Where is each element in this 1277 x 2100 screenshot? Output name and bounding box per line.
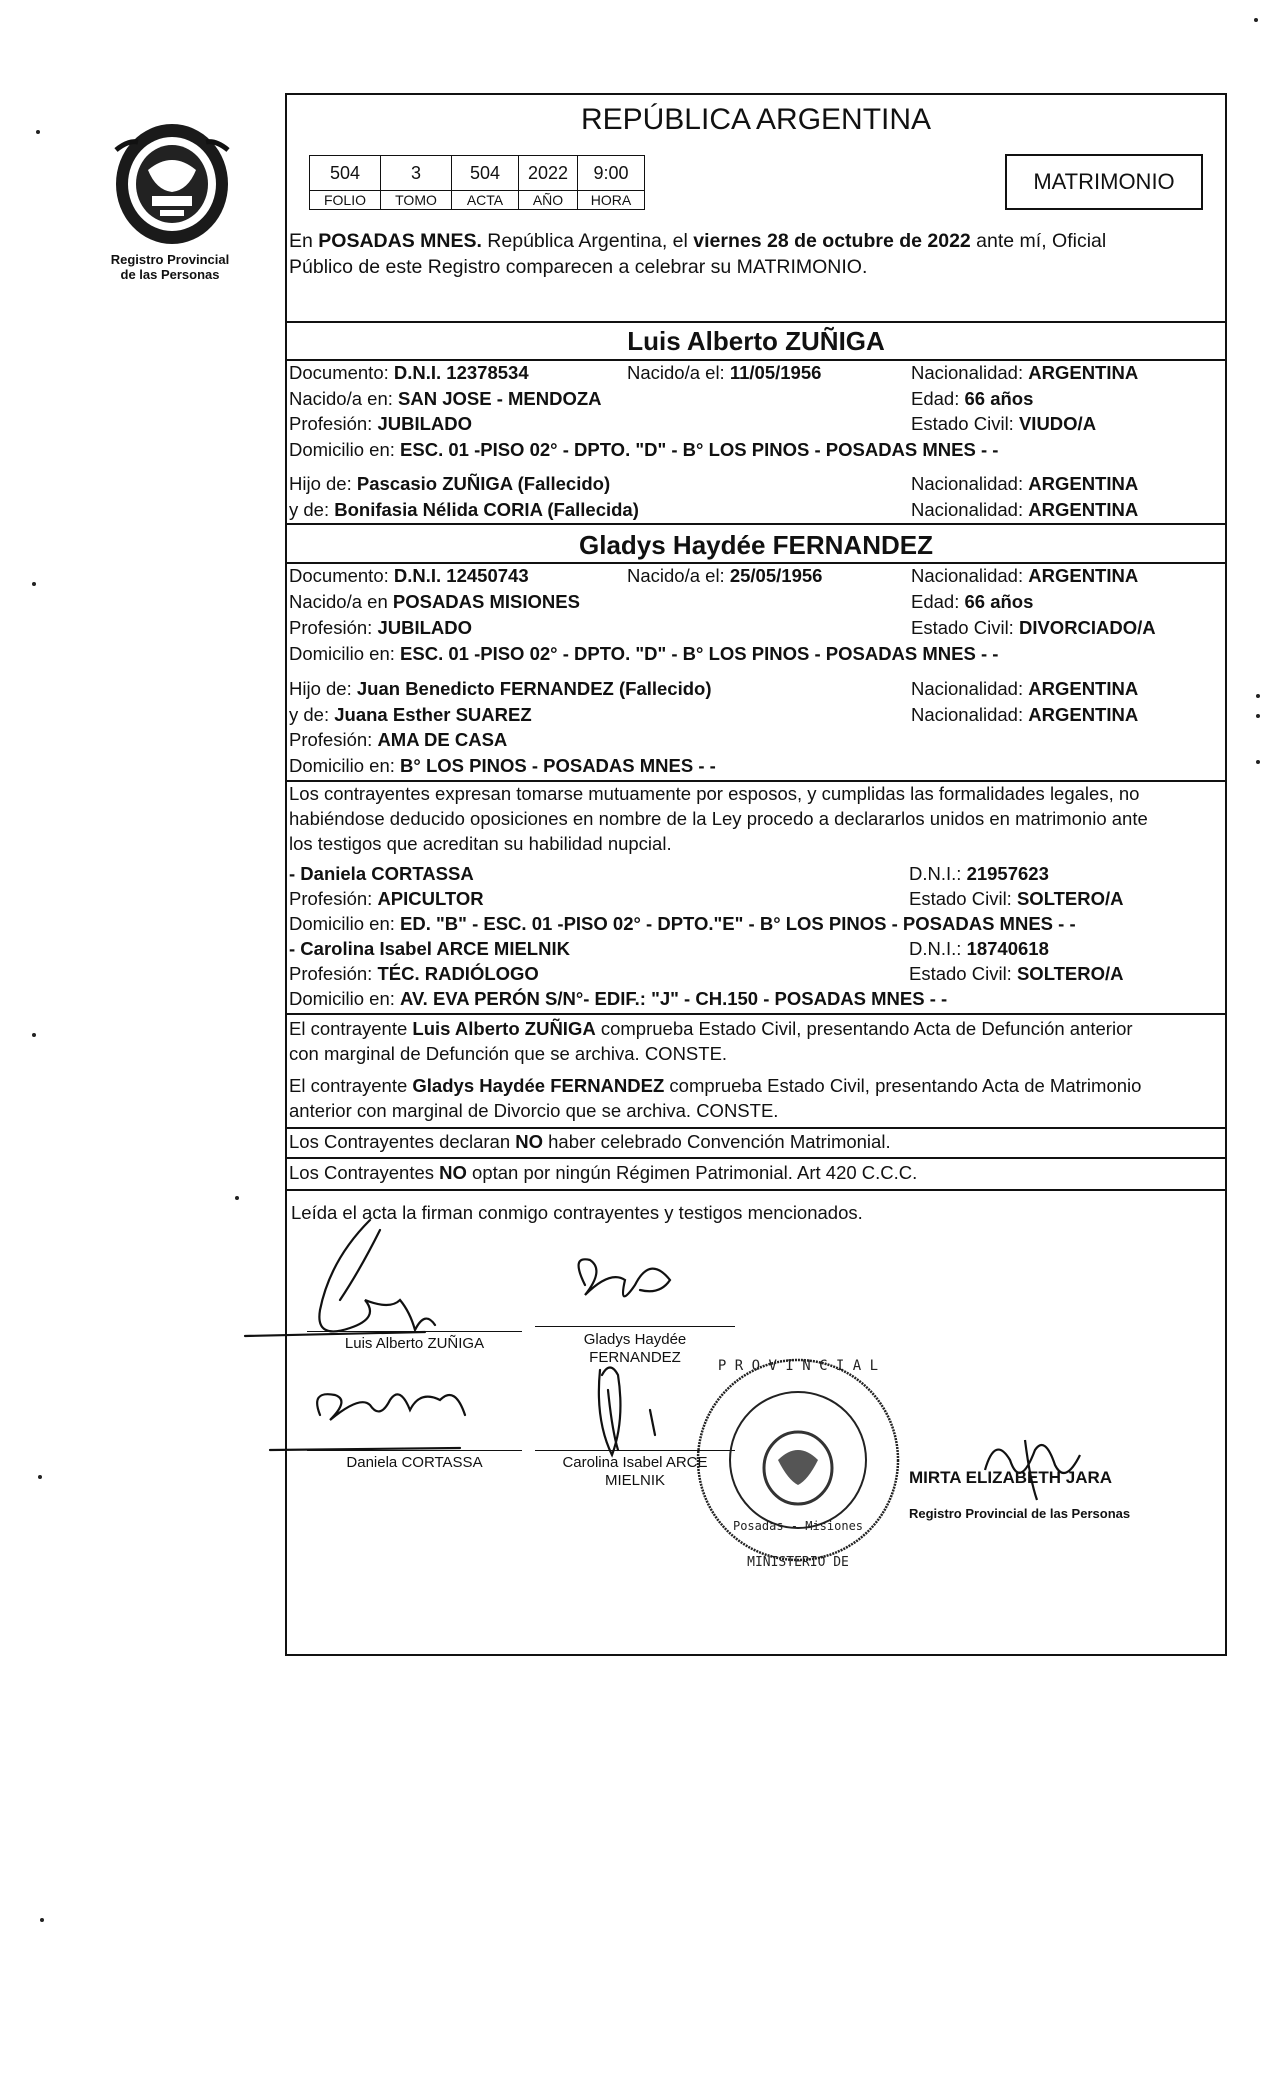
intro-line1: En POSADAS MNES. República Argentina, el viernes 28 de octubre de 2022 ante mí, Oficial	[289, 230, 1107, 252]
logo-caption	[95, 252, 245, 282]
groom-status-note-line1: El contrayente Luis Alberto ZUÑIGA comprueba Estado Civil, presentando Acta de Defunción anterior	[289, 1018, 1133, 1039]
provincial-seal-icon	[108, 120, 236, 250]
witness2-dni: D.N.I.: 18740618	[909, 938, 1049, 959]
bride-age: Edad: 66 años	[911, 591, 1034, 612]
witness1-dni: D.N.I.: 21957623	[909, 863, 1049, 884]
divider	[287, 1157, 1225, 1159]
scan-speck	[1256, 760, 1260, 764]
year-label: AÑO	[519, 191, 578, 210]
groom-birthdate: Nacido/a el: 11/05/1956	[627, 362, 822, 383]
logo-caption-line1: Registro Provincial	[110, 252, 230, 267]
bride-signature-label: Gladys Haydée FERNANDEZ	[583, 1331, 687, 1366]
scan-speck	[38, 1475, 42, 1479]
divider	[287, 321, 1225, 323]
closing-statement: Leída el acta la firman conmigo contrayentes y testigos mencionados.	[291, 1202, 863, 1223]
declaration-line3: los testigos que acreditan su habilidad nupcial.	[289, 833, 672, 854]
folio-label: FOLIO	[310, 191, 381, 210]
logo-caption-line2: de las Personas	[120, 267, 220, 282]
officer-title: Registro Provincial de las Personas	[909, 1506, 1131, 1521]
divider	[287, 562, 1225, 564]
divider	[287, 1127, 1225, 1129]
groom-birthplace: Nacido/a en: SAN JOSE - MENDOZA	[289, 388, 602, 409]
declaration-line2: habiéndose deducido oposiciones en nombre de la Ley procedo a declararlos unidos en matrimonio ante	[289, 808, 1148, 829]
divider	[287, 1013, 1225, 1015]
year-value: 2022	[519, 156, 578, 191]
witness1-signature-label: Daniela CORTASSA	[346, 1454, 483, 1471]
acta-label: ACTA	[452, 191, 519, 210]
intro-line2: Público de este Registro comparecen a celebrar su MATRIMONIO.	[289, 256, 868, 278]
groom-status-note-line2: con marginal de Defunción que se archiva. CONSTE.	[289, 1043, 728, 1064]
bride-nationality: Nacionalidad: ARGENTINA	[911, 565, 1139, 586]
hour-value: 9:00	[578, 156, 645, 191]
witness2-address: Domicilio en: AV. EVA PERÓN S/N°- EDIF.: "J" - CH.150 - POSADAS MNES - -	[289, 988, 948, 1009]
witness1-profession: Profesión: APICULTOR	[289, 888, 484, 909]
witness2-profession: Profesión: TÉC. RADIÓLOGO	[289, 963, 539, 984]
bride-father-nationality: Nacionalidad: ARGENTINA	[911, 678, 1139, 699]
bride-status-note-line1: El contrayente Gladys Haydée FERNANDEZ comprueba Estado Civil, presentando Acta de Matrimonio	[289, 1075, 1142, 1096]
bride-mother-address: Domicilio en: B° LOS PINOS - POSADAS MNES - -	[289, 755, 716, 776]
witness2-civil-status: Estado Civil: SOLTERO/A	[909, 963, 1124, 984]
acta-value: 504	[452, 156, 519, 191]
groom-mother-nationality: Nacionalidad: ARGENTINA	[911, 499, 1139, 520]
svg-text:MINISTERIO DE: MINISTERIO DE	[747, 1555, 849, 1570]
groom-age: Edad: 66 años	[911, 388, 1034, 409]
groom-father-nationality: Nacionalidad: ARGENTINA	[911, 473, 1139, 494]
witness1-address: Domicilio en: ED. "B" - ESC. 01 -PISO 02° - DPTO."E" - B° LOS PINOS - POSADAS MNES - -	[289, 913, 1076, 934]
hour-label: HORA	[578, 191, 645, 210]
act-type-box: MATRIMONIO	[1005, 154, 1203, 210]
divider	[287, 523, 1225, 525]
witness1-civil-status: Estado Civil: SOLTERO/A	[909, 888, 1124, 909]
groom-father: Hijo de: Pascasio ZUÑIGA (Fallecido)	[289, 473, 611, 494]
registry-table	[309, 155, 645, 210]
witness2-name: - Carolina Isabel ARCE MIELNIK	[289, 938, 570, 959]
bride-status-note-line2: anterior con marginal de Divorcio que se archiva. CONSTE.	[289, 1100, 779, 1121]
tomo-value: 3	[381, 156, 452, 191]
divider	[287, 780, 1225, 782]
groom-profession: Profesión: JUBILADO	[289, 413, 472, 434]
bride-name: Gladys Haydée FERNANDEZ	[579, 530, 933, 560]
convention-line2: Los Contrayentes NO optan por ningún Régimen Patrimonial. Art 420 C.C.C.	[289, 1162, 918, 1183]
bride-document: Documento: D.N.I. 12450743	[289, 565, 529, 586]
witness2-signature-label: Carolina Isabel ARCE MIELNIK	[562, 1454, 708, 1489]
officer-signature-icon	[965, 1430, 1135, 1510]
document-title: REPÚBLICA ARGENTINA	[580, 103, 932, 136]
bride-mother-nationality: Nacionalidad: ARGENTINA	[911, 704, 1139, 725]
folio-value: 504	[310, 156, 381, 191]
scan-speck	[36, 130, 40, 134]
scan-speck	[32, 582, 36, 586]
groom-address: Domicilio en: ESC. 01 -PISO 02° - DPTO. "D" - B° LOS PINOS - POSADAS MNES - -	[289, 439, 999, 460]
groom-signature-label: Luis Alberto ZUÑIGA	[344, 1335, 485, 1352]
convention-line1: Los Contrayentes declaran NO haber celebrado Convención Matrimonial.	[289, 1131, 891, 1152]
bride-address: Domicilio en: ESC. 01 -PISO 02° - DPTO. "D" - B° LOS PINOS - POSADAS MNES - -	[289, 643, 999, 664]
bride-civil-status: Estado Civil: DIVORCIADO/A	[911, 617, 1156, 638]
bride-mother-profession: Profesión: AMA DE CASA	[289, 729, 508, 750]
scan-speck	[235, 1196, 239, 1200]
groom-nationality: Nacionalidad: ARGENTINA	[911, 362, 1139, 383]
bride-mother: y de: Juana Esther SUAREZ	[289, 704, 532, 725]
bride-profession: Profesión: JUBILADO	[289, 617, 472, 638]
scan-speck	[32, 1033, 36, 1037]
svg-text:P R O V I N C I A L: P R O V I N C I A L	[717, 1358, 879, 1374]
bride-father: Hijo de: Juan Benedicto FERNANDEZ (Fallecido)	[289, 678, 712, 699]
witness1-name: - Daniela CORTASSA	[289, 863, 474, 884]
svg-text:Posadas - Misiones: Posadas - Misiones	[732, 1519, 864, 1533]
tomo-label: TOMO	[381, 191, 452, 210]
groom-name: Luis Alberto ZUÑIGA	[627, 326, 885, 356]
officer-name: MIRTA ELIZABETH JARA	[909, 1468, 1113, 1487]
scan-speck	[1254, 18, 1258, 22]
scan-speck	[40, 1918, 44, 1922]
bride-birthplace: Nacido/a en POSADAS MISIONES	[289, 591, 580, 612]
official-stamp-icon	[688, 1330, 908, 1590]
divider	[287, 359, 1225, 361]
groom-mother: y de: Bonifasia Nélida CORIA (Fallecida)	[289, 499, 639, 520]
divider	[287, 1189, 1225, 1191]
groom-document: Documento: D.N.I. 12378534	[289, 362, 529, 383]
scan-speck	[1256, 714, 1260, 718]
declaration-line1: Los contrayentes expresan tomarse mutuamente por esposos, y cumplidas las formalidades legales, no	[289, 783, 1140, 804]
scan-speck	[1256, 694, 1260, 698]
groom-civil-status: Estado Civil: VIUDO/A	[911, 413, 1097, 434]
bride-birthdate: Nacido/a el: 25/05/1956	[627, 565, 823, 586]
handwritten-signatures-icon	[240, 1200, 760, 1460]
